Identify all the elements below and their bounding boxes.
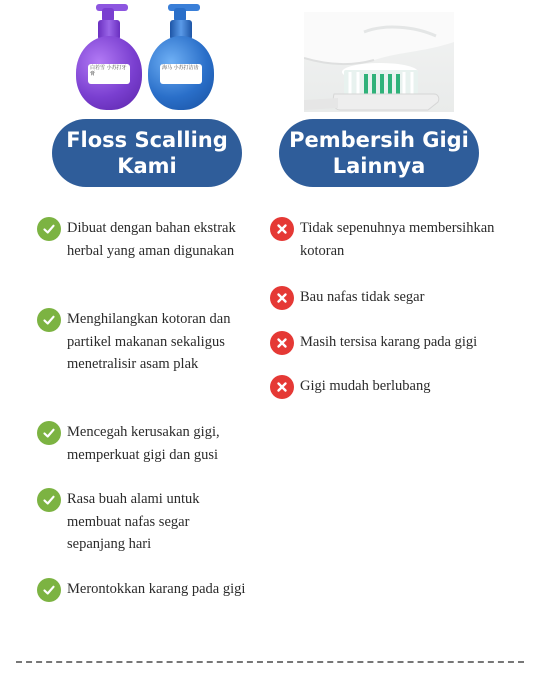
list-item	[270, 217, 500, 262]
check-icon	[37, 488, 61, 512]
check-icon	[37, 578, 61, 602]
list-item	[37, 578, 253, 602]
cross-icon	[270, 375, 294, 399]
list-item-text: Bau nafas tidak segar	[300, 289, 425, 305]
other-product-title	[279, 119, 479, 187]
list-item-text: Rasa buah alami untuk membuat nafas segar sepanjang hari	[67, 491, 200, 552]
blue-toothpaste-bottle-image	[146, 4, 216, 110]
cross-icon	[270, 331, 294, 355]
our-product-title-line1: Floss Scalling	[66, 128, 228, 152]
purple-bottle-label: 白若雪 小苏打牙膏	[88, 64, 130, 84]
list-item-text: Masih tersisa karang pada gigi	[300, 334, 478, 350]
purple-toothpaste-bottle-image	[74, 4, 144, 110]
list-item-text: Merontokkan karang pada gigi	[67, 581, 246, 597]
toothbrush-photo-image	[304, 12, 454, 112]
check-icon	[37, 421, 61, 445]
list-item-text: Mencegah kerusakan gigi, memperkuat gigi dan gusi	[67, 424, 220, 463]
list-item-text: Gigi mudah berlubang	[300, 378, 431, 394]
list-item-text: Dibuat dengan bahan ekstrak herbal yang aman digunakan	[67, 220, 236, 259]
list-item-text: Menghilangkan kotoran dan partikel makanan sekaligus menetralisir asam plak	[67, 311, 231, 372]
check-icon	[37, 308, 61, 332]
list-item-text: Tidak sepenuhnya membersihkan kotoran	[300, 220, 495, 259]
list-item	[270, 331, 535, 355]
blue-bottle-label: 海马 小苏打洁齿	[160, 64, 202, 84]
cross-icon	[270, 286, 294, 310]
our-product-title-line2: Kami	[117, 154, 177, 178]
dashed-divider	[16, 661, 524, 663]
list-item	[270, 286, 530, 310]
check-icon	[37, 217, 61, 241]
list-item	[37, 217, 253, 262]
our-product-title	[52, 119, 242, 187]
list-item	[37, 308, 247, 376]
other-product-title-line1: Pembersih Gigi	[289, 128, 469, 152]
other-product-title-line2: Lainnya	[332, 154, 426, 178]
cross-icon	[270, 217, 294, 241]
list-item	[37, 421, 259, 466]
list-item	[270, 375, 530, 399]
list-item	[37, 488, 247, 556]
